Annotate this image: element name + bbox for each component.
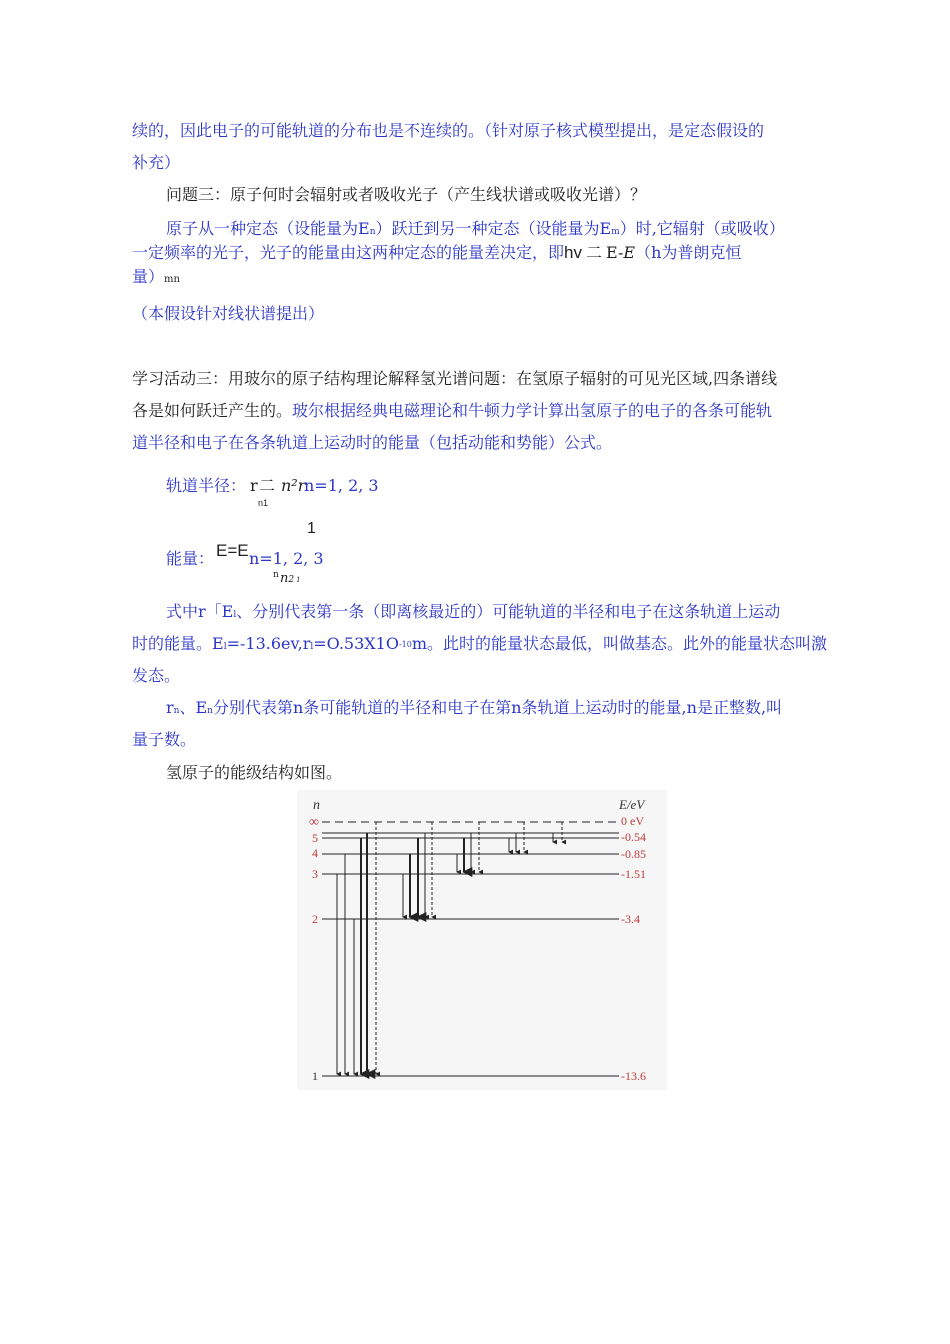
- subscript: n: [207, 706, 213, 716]
- para4-line2: 量子数。: [132, 730, 197, 749]
- figure-caption: 氢原子的能级结构如图。: [166, 763, 343, 782]
- denominator-exponent: 2: [288, 575, 295, 585]
- energy-values: n=1, 2, 3: [249, 549, 324, 568]
- activity3-text: 玻尔根据经典电磁理论和牛顿力学计算出氢原子的电子的各条可能轨: [292, 401, 773, 420]
- para3-line3: 发态。: [132, 666, 181, 685]
- e-label-3: -1.51: [621, 867, 646, 881]
- para2-text: （h为普朗克恒: [635, 243, 742, 262]
- energy-label: 能量：: [166, 549, 215, 568]
- activity3-line1: 学习活动三：用玻尔的原子结构理论解释氢光谱问题：在氢原子辐射的可见光区域,四条谱线: [132, 369, 778, 388]
- activity3-line2: [132, 400, 772, 422]
- subscript: l: [233, 610, 237, 620]
- hv-symbol: hv: [564, 243, 582, 262]
- energy-numerator: 1: [307, 520, 316, 537]
- para3-text: 式中r「E: [166, 602, 234, 621]
- para3-text: =-13.6ev,r: [226, 634, 311, 653]
- e-label-1: -13.6: [621, 1069, 646, 1083]
- para2-text: 量）: [132, 267, 165, 286]
- para3-line1: [166, 601, 780, 626]
- para3-text: 时的能量。E: [132, 634, 224, 653]
- para4-line1: [166, 697, 782, 722]
- radius-subscript: n1: [258, 498, 269, 508]
- para4-text: 、E: [179, 698, 208, 717]
- energy-level-svg: [297, 790, 667, 1090]
- subscript: n: [369, 227, 376, 237]
- para2-text: 原子从一种定态（设能量为E: [166, 219, 370, 238]
- energy-formula: E=E: [216, 541, 249, 560]
- para3-text: m。此时的能量状态最低，叫做基态。此外的能量状态叫激: [411, 634, 828, 653]
- n-label-5: 5: [312, 831, 318, 845]
- para2-text: ）跃迁到另一种定态（设能量为E: [375, 219, 612, 238]
- radius-n2r: n²r: [281, 476, 306, 495]
- e-label-5: -0.54: [621, 830, 646, 844]
- n-label-inf: ∞: [309, 815, 319, 830]
- para2-text: 一定频率的光子，光子的能量由这两种定态的能量差决定，即: [132, 243, 565, 262]
- para4-text: r: [166, 698, 174, 717]
- energy-sub-n: n: [273, 570, 279, 580]
- subscript: n: [173, 706, 180, 716]
- n-label-3: 3: [312, 867, 318, 881]
- subscript: m: [611, 227, 620, 237]
- radius-label: 轨道半径：: [166, 476, 247, 495]
- denominator-n: n: [280, 571, 289, 586]
- radius-values: n=1, 2, 3: [304, 476, 379, 495]
- radius-r: r: [250, 476, 258, 495]
- activity3-line3: 道半径和电子在各条轨道上运动时的能量（包括动能和势能）公式。: [132, 433, 613, 452]
- n-label-1: 1: [312, 1069, 318, 1083]
- e-header: E/eV: [619, 797, 645, 812]
- e-label-inf: 0 eV: [621, 814, 644, 828]
- para2-line3: [132, 266, 180, 291]
- para3-line2: [132, 633, 827, 658]
- para2-text: ）时,它辐射（或吸收）: [619, 219, 785, 238]
- exponent: -10: [398, 640, 412, 649]
- para4-text: 分别代表第n条可能轨道的半径和电子在第n条轨道上运动时的能量,n是正整数,叫: [212, 698, 783, 717]
- n-label-2: 2: [312, 912, 318, 926]
- question-three: 问题三：原子何时会辐射或者吸收光子（产生线状谱或吸收光谱）？: [166, 185, 647, 204]
- radius-eq: 二: [259, 476, 276, 495]
- equals-sign: 二: [585, 243, 602, 262]
- activity3-text: 各是如何跃迁产生的。: [132, 401, 293, 420]
- energy-diff: E-: [606, 243, 624, 262]
- diagram-background: [297, 790, 667, 1090]
- energy-denominator: [280, 568, 301, 591]
- energy-level-diagram: [297, 790, 667, 1090]
- para3-text: 、分别代表第一条（即离核最近的）可能轨道的半径和电子在这条轨道上运动: [236, 602, 781, 621]
- e-label-2: -3.4: [621, 912, 640, 926]
- e-label-4: -0.85: [621, 847, 646, 861]
- subscript-mn: mn: [164, 274, 180, 285]
- para1-line1: 续的，因此电子的可能轨道的分布也是不连续的。（针对原子核式模型提出，是定态假设的: [132, 121, 765, 140]
- para2-line1: [166, 218, 785, 243]
- para1-line2: 补充）: [132, 153, 181, 172]
- para2-line2: [132, 242, 741, 264]
- para2-line4: （本假设针对线状谱提出）: [132, 304, 325, 323]
- energy-e: E: [623, 243, 636, 262]
- para3-text: =O.53X1O: [313, 634, 399, 653]
- denominator-small: 1: [296, 576, 301, 584]
- subscript: l: [310, 642, 314, 652]
- n-header: n: [313, 798, 320, 813]
- n-label-4: 4: [312, 846, 318, 860]
- subscript: l: [223, 642, 227, 652]
